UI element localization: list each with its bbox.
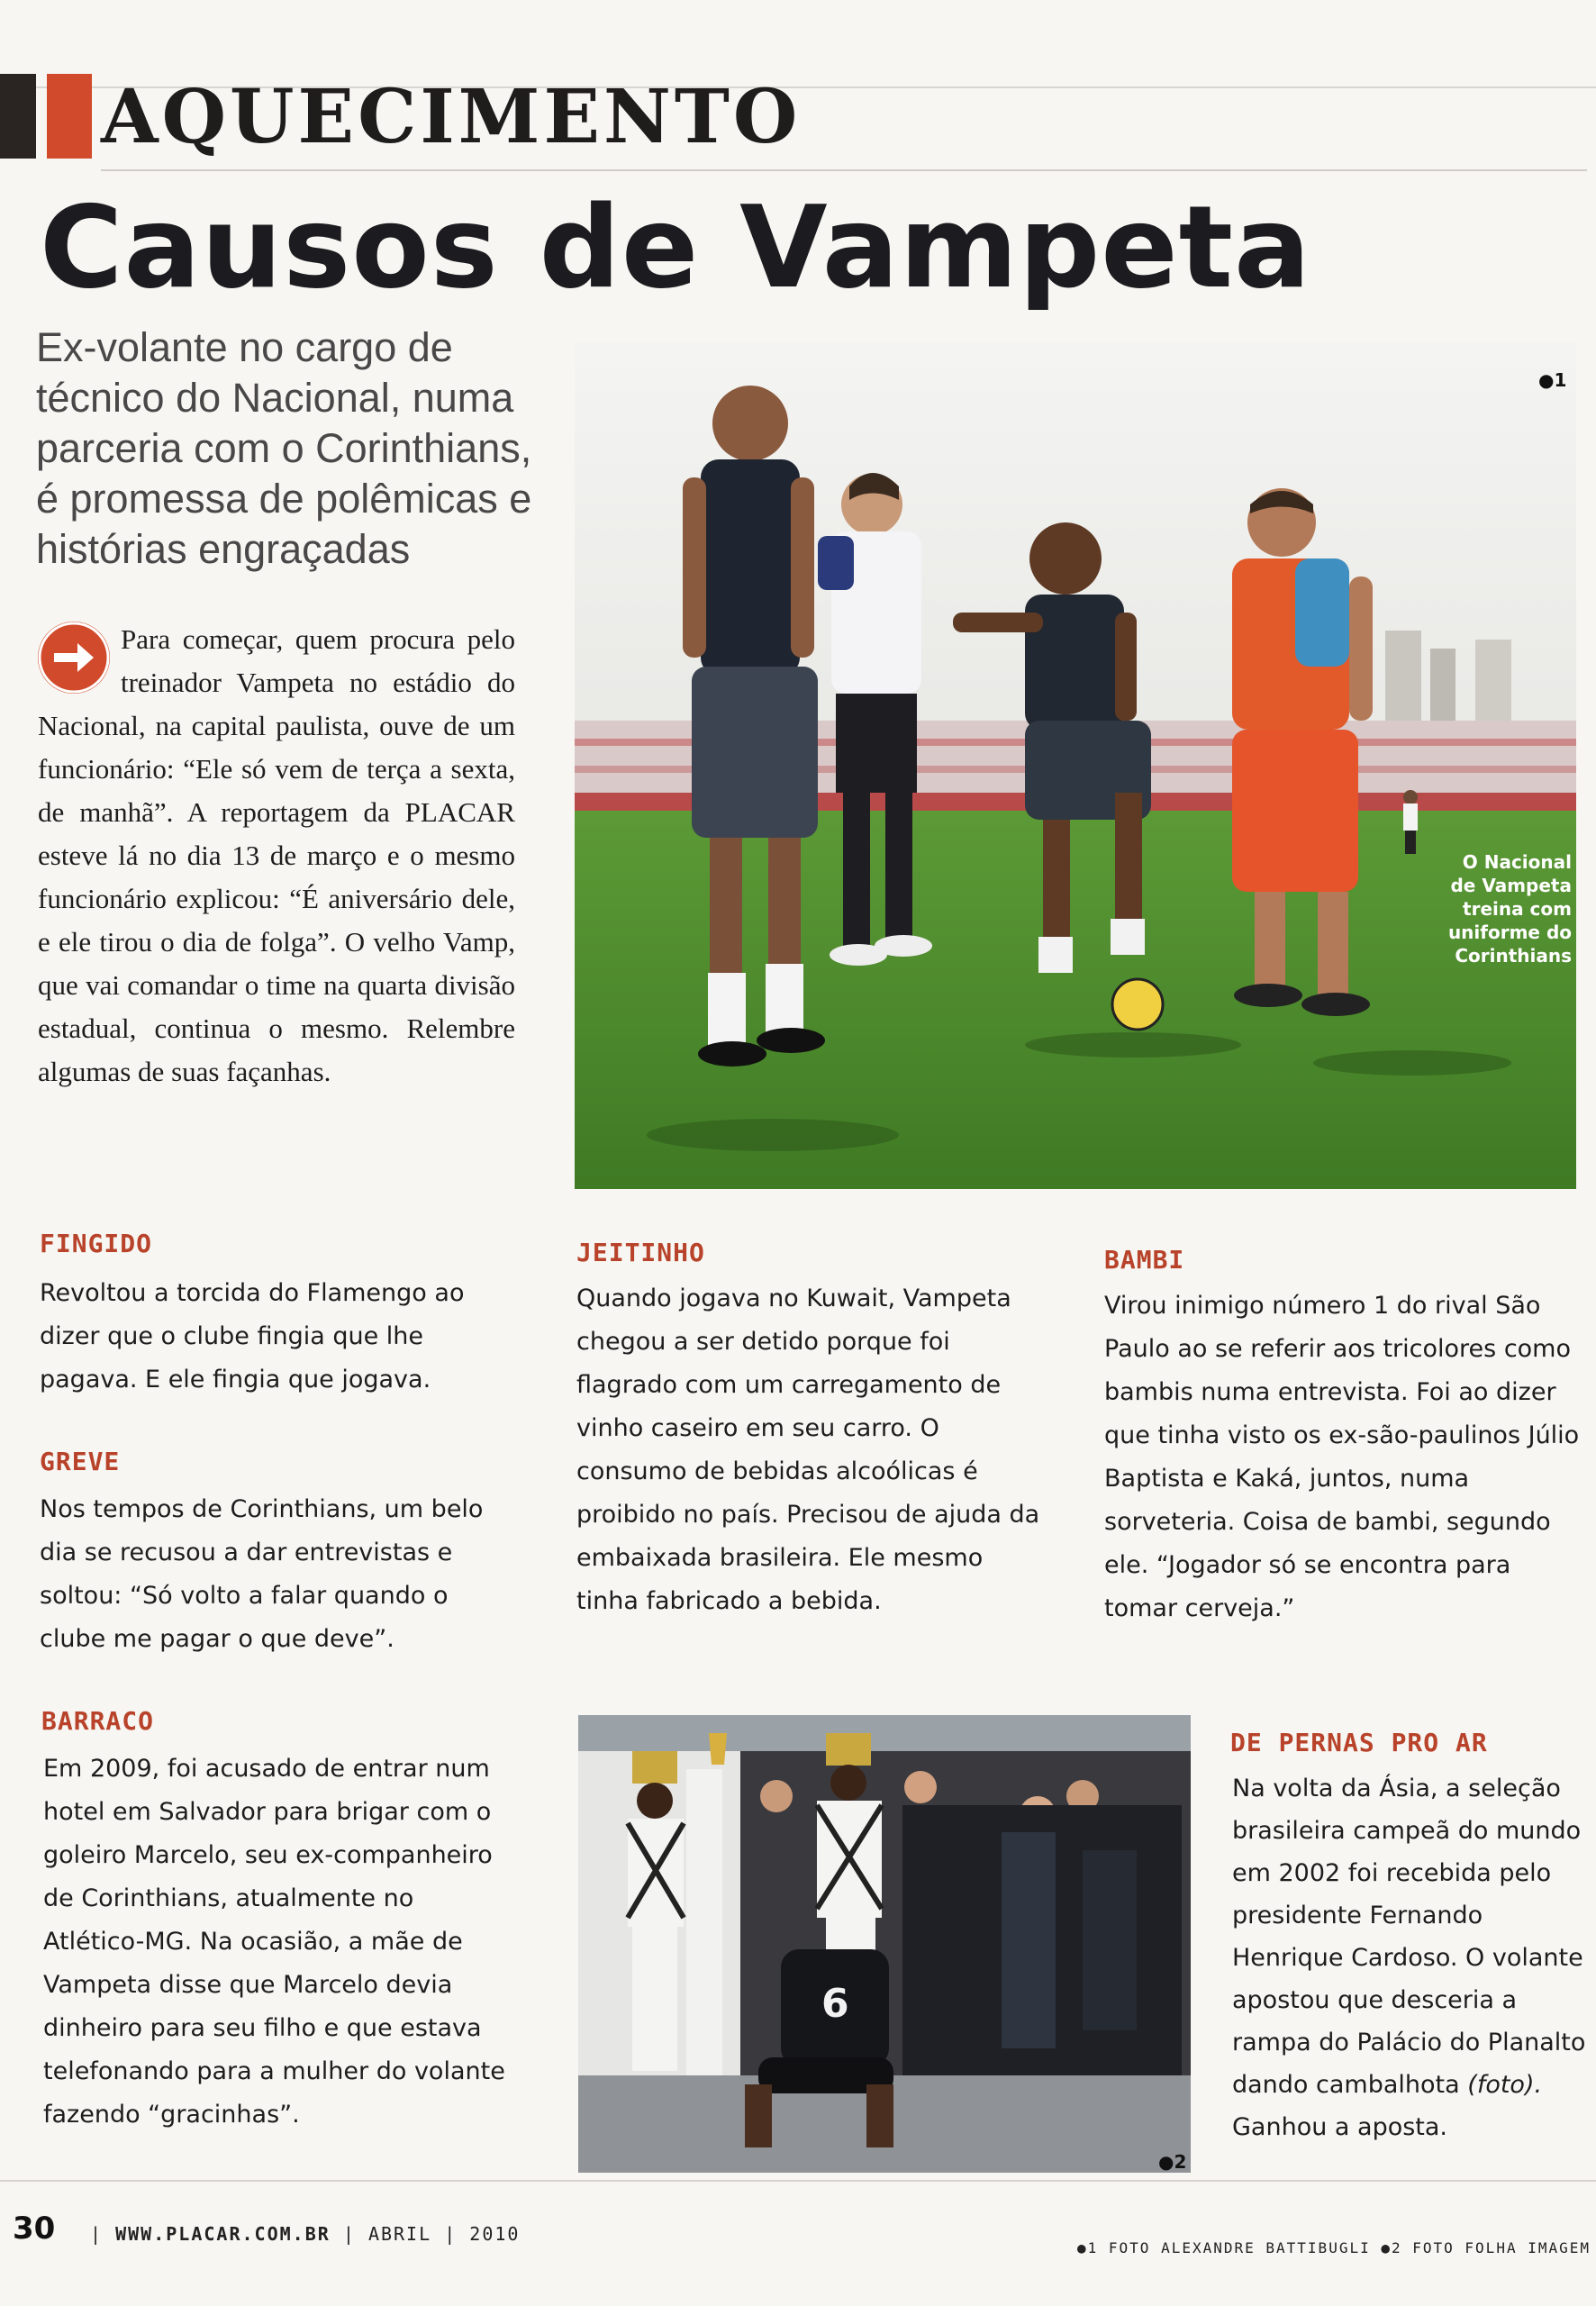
page-number: 30 (13, 2211, 56, 2247)
story-heading-de-pernas-pro-ar: DE PERNAS PRO AR (1230, 1728, 1488, 1757)
story-text-greve: Nos tempos de Corinthians, um belo dia se recusou a dar entrevistas e soltou: “Só volto a falar quando o clube me pagar o que deve”. (40, 1495, 484, 1653)
section-marker-dark (0, 74, 36, 159)
footer-publication (90, 2223, 520, 2245)
story-heading-barraco: BARRACO (41, 1706, 155, 1736)
story-heading-greve: GREVE (40, 1447, 121, 1476)
footer-sep-2: | (444, 2223, 458, 2245)
story-heading-jeitinho: JEITINHO (576, 1238, 705, 1267)
story-text-fingido: Revoltou a torcida do Flamengo ao dizer que o clube fingia que lhe pagava. E ele fingia que jogava. (40, 1279, 465, 1394)
footer-site[interactable]: WWW.PLACAR.COM.BR (115, 2223, 331, 2245)
footer-year: 2010 (469, 2223, 521, 2245)
story-heading-bambi: BAMBI (1104, 1245, 1185, 1275)
photo2-number: ●2 (1158, 2151, 1187, 2173)
intro-text: Para começar, quem procura pelo treinador Vampeta no estádio do Nacional, na capital paulista, ouve de um funcionário: “Ele só vem de terça a sexta, de manhã”. A reportagem da PLACAR esteve lá no dia 13 de março e o mesmo funcionário explicou: “É aniversário dele, e ele tirou o dia de folga”. O velho Vamp, que vai comandar o time na quarta divisão estadual, continua o mesmo. Relembre algumas de suas façanhas. (38, 623, 515, 1087)
story-text-de-pernas-pro-ar-body: Na volta da Ásia, a seleção brasileira campeã do mundo em 2002 foi recebida pelo presidente Fernando Henrique Cardoso. O volante apostou que desceria a rampa do Palácio do Planalto dando cambalhota (1232, 1775, 1586, 2099)
header-rule (101, 169, 1587, 171)
article-title: Causos de Vampeta (40, 181, 1311, 313)
article-deck: Ex-volante no cargo de técnico do Nacional, numa parceria com o Corinthians, é promessa de polêmicas e histórias engraçadas (36, 324, 532, 572)
story-text-de-pernas-pro-ar-end: Ganhou a aposta. (1232, 2113, 1448, 2141)
footer-sep-0: | (90, 2223, 116, 2245)
story-text-barraco: Em 2009, foi acusado de entrar num hotel em Salvador para brigar com o goleiro Marcelo, seu ex-companheiro de Corinthians, atualmente no Atlético-MG. Na ocasião, a mãe de Vampeta disse que Marcelo devia dinheiro para seu filho e que estava telefonando para a mulher do volante fazendo “gracinhas”. (43, 1755, 505, 2129)
section-marker-accent (47, 74, 92, 159)
intro-paragraph (38, 618, 515, 1094)
photo-credits: ●1 FOTO ALEXANDRE BATTIBUGLI ●2 FOTO FOLHA IMAGEM (1077, 2239, 1591, 2256)
section-label: AQUECIMENTO (101, 74, 802, 160)
training-photo (575, 342, 1576, 1189)
photo1-caption: O Nacional de Vampeta treina com uniforme do Corinthians (1447, 851, 1572, 967)
photo1-number: ●1 (1538, 369, 1567, 391)
story-text-bambi: Virou inimigo número 1 do rival São Paulo ao se referir aos tricolores como bambis numa entrevista. Foi ao dizer que tinha visto os ex-são-paulinos Júlio Baptista e Kaká, juntos, numa sorveteria. Coisa de bambi, segundo ele. “Jogador só se encontra para tomar cerveja.” (1104, 1292, 1580, 1622)
somersault-photo (578, 1715, 1191, 2173)
story-text-de-pernas-pro-ar (1232, 1767, 1589, 2148)
footer-sep-1: | (342, 2223, 356, 2245)
jersey-number: 6 (821, 1981, 849, 2027)
story-text-de-pernas-pro-ar-italic: (foto). (1467, 2071, 1543, 2099)
footer-rule (0, 2180, 1596, 2182)
footer-month: ABRIL (367, 2223, 432, 2245)
story-text-jeitinho: Quando jogava no Kuwait, Vampeta chegou a ser detido porque foi flagrado com um carregamento de vinho caseiro em seu carro. O consumo de bebidas alcoólicas é proibido no país. Precisou de ajuda da embaixada brasileira. Ele mesmo tinha fabricado a bebida. (576, 1285, 1040, 1615)
story-heading-fingido: FINGIDO (40, 1229, 153, 1258)
